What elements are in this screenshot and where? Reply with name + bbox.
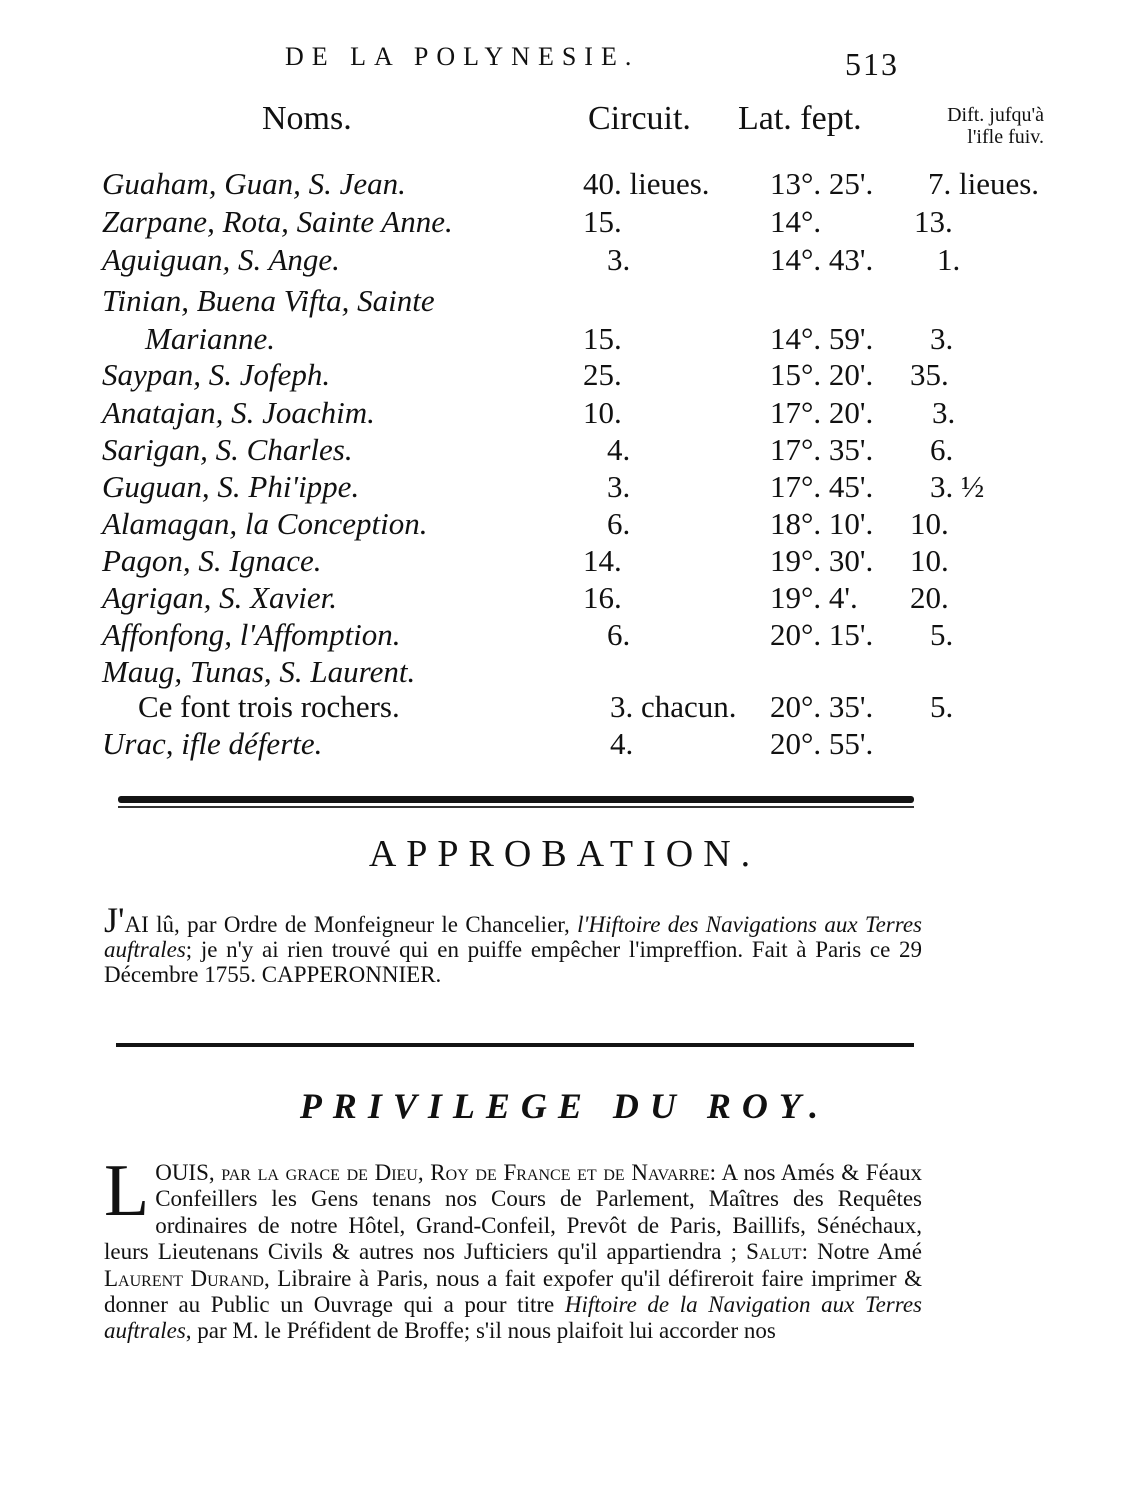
header-circuit: Circuit. [588, 100, 691, 137]
privilege-book-title: Hiftoire de la Navigation aux Terres auftrales [104, 1292, 922, 1344]
island-latitude: 17°. 35'. [770, 432, 874, 467]
island-distance: 35. [910, 357, 949, 392]
island-distance: 5. [930, 689, 954, 724]
island-name: Zarpane, Rota, Sainte Anne. [102, 204, 453, 239]
island-latitude: 14°. 43'. [770, 242, 874, 277]
approbation-text-b: ; je n'y ai rien trouvé qui en puiffe empêcher l'impreffion. Fait à Paris ce 29 Décembre 1755. CAPPERONNIER. [104, 937, 922, 987]
island-distance: 5. [930, 617, 954, 652]
table-row [0, 166, 1129, 203]
island-circuit: 3. [607, 469, 631, 504]
island-name: Agrigan, S. Xavier. [102, 580, 338, 615]
island-distance: 6. [930, 432, 954, 467]
table-row [0, 357, 1129, 394]
island-latitude: 15°. 20'. [770, 357, 874, 392]
ornamental-rule [118, 796, 914, 803]
privilege-text [104, 1150, 923, 1345]
table-row [0, 469, 1129, 506]
island-name: Urac, ifle déferte. [102, 726, 323, 761]
table-row [0, 432, 1129, 469]
island-distance: 3. ½ [930, 469, 985, 504]
island-latitude: 13°. 25'. [770, 166, 874, 201]
island-circuit: 4. [610, 726, 634, 761]
island-circuit: 14. [583, 543, 622, 578]
island-circuit: 15. [583, 204, 622, 239]
island-latitude: 17°. 20'. [770, 395, 874, 430]
island-latitude: 18°. 10'. [770, 506, 874, 541]
privilege-publisher: Laurent Durand [104, 1265, 264, 1291]
privilege-text-2: : Notre Amé [801, 1239, 923, 1265]
island-name: Aguiguan, S. Ange. [102, 242, 340, 277]
island-circuit: 6. [607, 617, 631, 652]
divider-rule [116, 1043, 914, 1047]
island-circuit: 6. [607, 506, 631, 541]
island-circuit: 40. lieues. [583, 166, 710, 201]
island-circuit: 3. [607, 242, 631, 277]
table-row [0, 204, 1129, 241]
island-circuit: 3. chacun. [610, 689, 737, 724]
approbation-text-a: AI lû, par Ordre de Monfeigneur le Chancelier, [124, 912, 578, 937]
island-name: Anatajan, S. Joachim. [102, 395, 375, 430]
island-distance: 3. [930, 321, 954, 356]
island-name: Ce font trois rochers. [138, 689, 400, 724]
island-distance: 1. [937, 242, 961, 277]
island-name: Tinian, Buena Vifta, Sainte [102, 283, 435, 318]
table-row [0, 395, 1129, 432]
island-name: Marianne. [145, 321, 276, 356]
table-row [0, 654, 1129, 691]
island-distance: 10. [910, 506, 949, 541]
table-row [0, 321, 1129, 358]
island-distance: 13. [914, 204, 953, 239]
header-latitude: Lat. fept. [738, 100, 862, 137]
island-distance: 20. [910, 580, 949, 615]
running-title: DE LA POLYNESIE. [285, 42, 640, 71]
island-name: Pagon, S. Ignace. [102, 543, 322, 578]
island-latitude: 17°. 45'. [770, 469, 874, 504]
header-distance [904, 104, 1044, 148]
privilege-salut: Salut [746, 1239, 802, 1265]
header-distance-line2: l'ifle fuiv. [967, 126, 1044, 148]
privilege-lead: OUIS [155, 1160, 209, 1185]
island-latitude: 14°. [770, 204, 822, 239]
island-circuit: 15. [583, 321, 622, 356]
island-distance: 3. [932, 395, 956, 430]
island-circuit: 16. [583, 580, 622, 615]
drop-cap: L [104, 1150, 150, 1232]
island-latitude: 20°. 55'. [770, 726, 874, 761]
island-name: Maug, Tunas, S. Laurent. [102, 654, 416, 689]
island-distance: 10. [910, 543, 949, 578]
privilege-text-3: , Libraire à Paris, nous a fait expofer qu'il défireroit faire imprimer & donner au Public un Ouvrage qui a pour titre [104, 1265, 922, 1318]
island-latitude: 19°. 30'. [770, 543, 874, 578]
island-name: Guguan, S. Phi'ippe. [102, 469, 360, 504]
approbation-initial: J' [104, 900, 125, 940]
approbation-text [104, 900, 923, 987]
page-number: 513 [845, 46, 899, 82]
privilege-text-4: , par M. le Préfident de Broffe; s'il nous plaifoit lui accorder nos [185, 1318, 776, 1344]
island-name: Guaham, Guan, S. Jean. [102, 166, 406, 201]
island-circuit: 4. [607, 432, 631, 467]
table-row [0, 283, 1129, 320]
table-row [0, 689, 1129, 726]
header-names: Noms. [262, 100, 352, 137]
table-row [0, 726, 1129, 763]
table-row [0, 580, 1129, 617]
island-name: Sarigan, S. Charles. [102, 432, 353, 467]
approbation-book-title: l'Hiftoire des Navigations aux Terres auftrales [104, 912, 923, 962]
table-row [0, 543, 1129, 580]
header-distance-line1: Dift. jufqu'à [947, 104, 1044, 126]
island-distance: 7. lieues. [928, 166, 1040, 201]
island-name: Alamagan, la Conception. [102, 506, 428, 541]
table-row [0, 506, 1129, 543]
privilege-text-1: : A nos Amés & Féaux Confeillers les Gens tenans nos Cours de Parlement, Maîtres des Requêtes ordinaires de notre Hôtel, Grand-Confeil, Prevôt de Paris, Baillifs, Sénéchaux, leurs Lieutenans Civils & autres nos Jufticiers qu'il appartiendra ; [104, 1160, 923, 1265]
island-latitude: 19°. 4'. [770, 580, 858, 615]
privilege-royal-title: , par la grace de Dieu, Roy de France et de Navarre [208, 1160, 710, 1185]
island-circuit: 10. [583, 395, 622, 430]
privilege-title: PRIVILEGE DU ROY. [299, 1086, 830, 1126]
island-circuit: 25. [583, 357, 622, 392]
island-latitude: 14°. 59'. [770, 321, 874, 356]
approbation-title: APPROBATION. [368, 833, 761, 875]
island-name: Saypan, S. Jofeph. [102, 357, 331, 392]
island-latitude: 20°. 15'. [770, 617, 874, 652]
table-row [0, 242, 1129, 279]
island-latitude: 20°. 35'. [770, 689, 874, 724]
island-name: Affonfong, l'Affomption. [102, 617, 401, 652]
table-row [0, 617, 1129, 654]
